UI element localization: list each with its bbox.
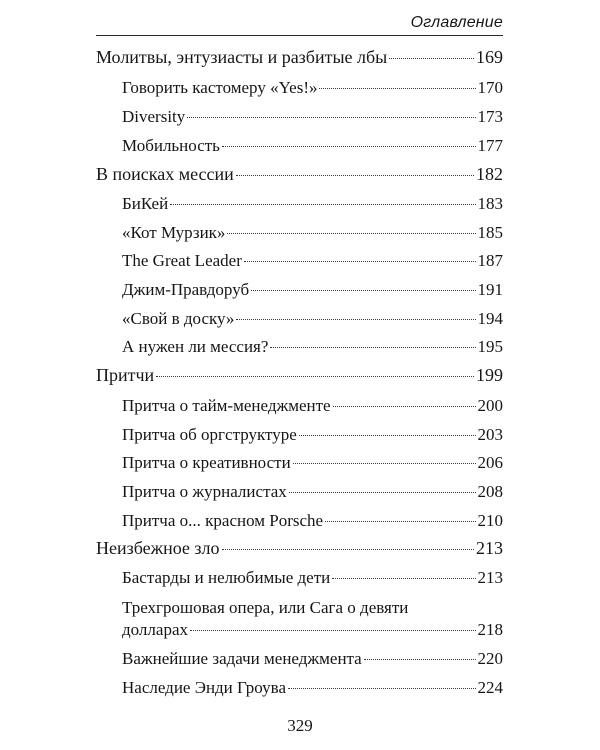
table-of-contents	[96, 0, 503, 750]
dot-leader	[236, 175, 474, 176]
dot-leader	[364, 659, 476, 660]
dot-leader	[170, 204, 475, 205]
dot-leader	[251, 290, 475, 291]
toc-entry-page: 169	[476, 47, 503, 67]
toc-section-entry	[122, 193, 503, 214]
toc-entry-title-line1: Трехгрошовая опера, или Сага о девяти	[122, 598, 409, 617]
dot-leader	[187, 117, 475, 118]
dot-leader	[270, 347, 475, 348]
toc-entry-title: Мобильность	[122, 136, 220, 155]
toc-entry-title: БиКей	[122, 194, 169, 213]
toc-section-entry	[122, 395, 503, 416]
dot-leader	[332, 578, 475, 579]
toc-section-entry	[122, 308, 503, 329]
toc-entry-title: «Кот Мурзик»	[122, 223, 226, 242]
toc-entry-title: А нужен ли мессия?	[122, 337, 269, 356]
toc-section-entry	[122, 481, 503, 502]
dot-leader	[222, 146, 476, 147]
toc-section-entry	[122, 250, 503, 271]
dot-leader	[236, 319, 475, 320]
toc-chapter-entry	[96, 47, 503, 68]
toc-section-entry	[122, 424, 503, 445]
dot-leader	[227, 233, 475, 234]
dot-leader	[293, 463, 476, 464]
toc-entry-page: 195	[477, 337, 503, 356]
toc-section-entry	[122, 77, 503, 98]
toc-section-entry	[122, 106, 503, 127]
dot-leader	[389, 58, 474, 59]
dot-leader	[156, 376, 474, 377]
toc-entry-page: 213	[477, 568, 503, 587]
toc-entry-page: 191	[477, 280, 503, 299]
toc-entry-page: 182	[476, 164, 503, 184]
toc-entry-page: 199	[476, 365, 503, 385]
toc-entry-page: 194	[477, 309, 503, 328]
running-header-title: Оглавление	[410, 14, 503, 31]
dot-leader	[289, 492, 476, 493]
toc-entry-title: The Great Leader	[122, 251, 242, 270]
toc-section-entry	[122, 619, 503, 640]
toc-entry-page: 185	[477, 223, 503, 242]
toc-entry-title: долларах	[122, 620, 188, 639]
toc-chapter-entry	[96, 164, 503, 185]
toc-chapter-entry	[96, 538, 503, 559]
dot-leader	[190, 630, 476, 631]
toc-entry-title: Притча о... красном Porsche	[122, 511, 324, 530]
dot-leader	[325, 521, 475, 522]
dot-leader	[319, 88, 475, 89]
toc-chapter-entry	[96, 365, 503, 386]
toc-entry-page: 208	[477, 482, 503, 501]
dot-leader	[333, 406, 476, 407]
toc-entry-page: 218	[477, 620, 503, 639]
toc-entry-title: Притча о креативности	[122, 453, 291, 472]
toc-section-entry	[122, 222, 503, 243]
toc-section-entry	[122, 336, 503, 357]
toc-entry-page: 224	[477, 678, 503, 697]
toc-section-entry	[122, 452, 503, 473]
toc-entry-page: 173	[477, 107, 503, 126]
toc-entry-title: Молитвы, энтузиасты и разбитые лбы	[96, 47, 388, 67]
toc-section-entry	[122, 510, 503, 531]
toc-entry-title: Наследие Энди Гроува	[122, 678, 286, 697]
page-number: 329	[287, 716, 313, 735]
toc-entry-page: 170	[477, 78, 503, 97]
toc-entry-page: 183	[477, 194, 503, 213]
toc-entry-title: В поисках мессии	[96, 164, 234, 184]
dot-leader	[244, 261, 476, 262]
toc-entry-page: 210	[477, 511, 503, 530]
toc-entry-page: 203	[477, 425, 503, 444]
toc-entry-page: 213	[476, 538, 503, 558]
toc-entry-title: Говорить кастомеру «Yes!»	[122, 78, 318, 97]
toc-section-entry	[122, 677, 503, 698]
toc-entry-title: Притча об оргструктуре	[122, 425, 297, 444]
toc-entry-page: 187	[477, 251, 503, 270]
toc-entry-title: Важнейшие задачи менеджмента	[122, 649, 362, 668]
toc-entry-title: Притча о журналистах	[122, 482, 287, 501]
toc-entry-title: Притча о тайм-менеджменте	[122, 396, 331, 415]
dot-leader	[222, 549, 474, 550]
dot-leader	[288, 688, 476, 689]
toc-section-entry	[122, 135, 503, 156]
toc-entry-title: Бастарды и нелюбимые дети	[122, 568, 331, 587]
toc-entry-title: Притчи	[96, 365, 155, 385]
toc-entry-page: 220	[477, 649, 503, 668]
toc-entry-title: «Свой в доску»	[122, 309, 235, 328]
toc-entry-page: 177	[477, 136, 503, 155]
toc-section-entry	[122, 567, 503, 588]
toc-entry-title: Неизбежное зло	[96, 538, 220, 558]
toc-entry-page: 206	[477, 453, 503, 472]
toc-section-entry	[122, 279, 503, 300]
toc-entry-title: Джим-Правдоруб	[122, 280, 250, 299]
dot-leader	[299, 435, 476, 436]
toc-section-entry	[122, 648, 503, 669]
toc-entry-title: Diversity	[122, 107, 186, 126]
toc-entry-page: 200	[477, 396, 503, 415]
